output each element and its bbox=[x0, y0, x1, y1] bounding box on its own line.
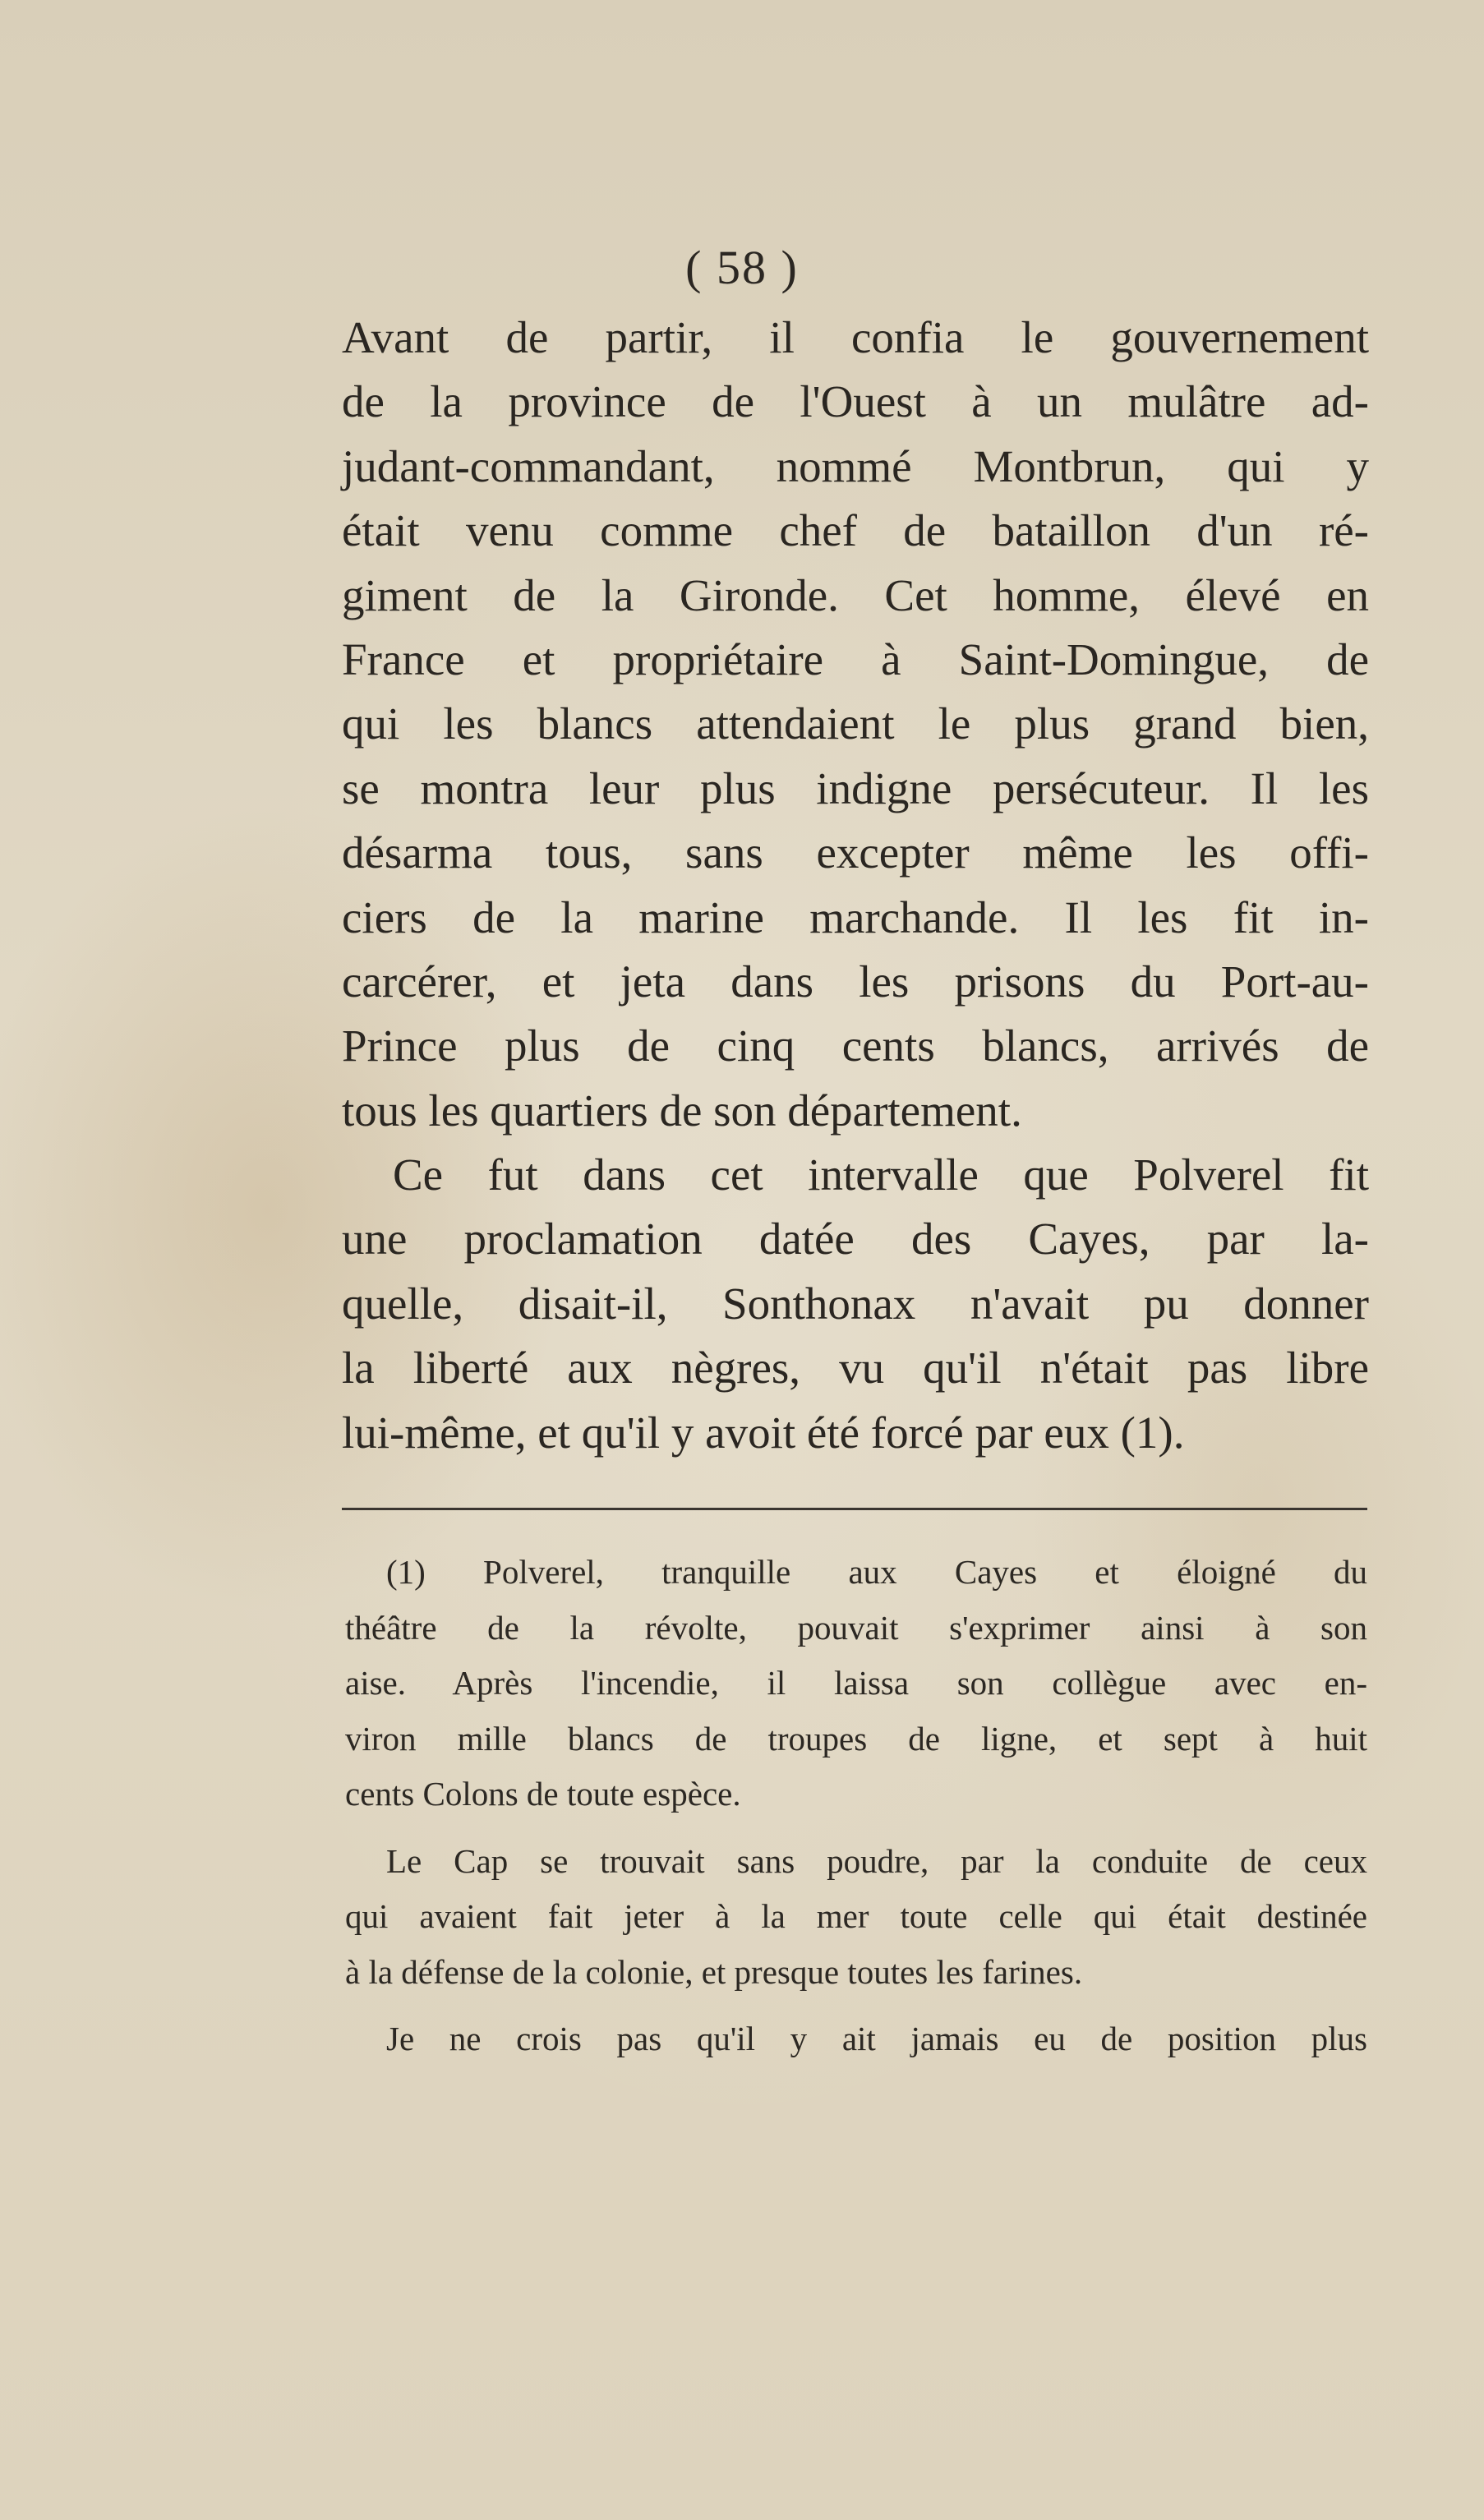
footnote-line: cents Colons de toute espèce. bbox=[345, 1775, 741, 1813]
text-line: Prince plus de cinq cents blancs, arrivés de bbox=[342, 1020, 1369, 1071]
text-line: une proclamation datée des Cayes, par la- bbox=[342, 1214, 1369, 1265]
text-line: de la province de l'Ouest à un mulâtre ad- bbox=[342, 376, 1369, 427]
text-line: qui les blancs attendaient le plus grand bien, bbox=[342, 698, 1369, 749]
page-number: ( 58 ) bbox=[685, 241, 799, 294]
footnote-line: théâtre de la révolte, pouvait s'exprimer ainsi à son bbox=[345, 1608, 1367, 1647]
footnote-separator bbox=[342, 1508, 1367, 1510]
footnote-line: viron mille blancs de troupes de ligne, et sept à huit bbox=[345, 1719, 1367, 1758]
main-text bbox=[342, 306, 1369, 1465]
text-line: Ce fut dans cet intervalle que Polverel fit bbox=[393, 1149, 1369, 1200]
text-line: judant-commandant, nommé Montbrun, qui y bbox=[342, 440, 1369, 491]
footnote-line: Le Cap se trouvait sans poudre, par la conduite de ceux bbox=[386, 1841, 1367, 1880]
text-line: Avant de partir, il confia le gouvernement bbox=[342, 312, 1369, 362]
text-line: tous les quartiers de son département. bbox=[342, 1085, 1022, 1136]
text-line: carcérer, et jeta dans les prisons du Port-au- bbox=[342, 956, 1369, 1007]
footnote-line: Je ne crois pas qu'il y ait jamais eu de position plus bbox=[386, 2020, 1367, 2057]
text-line: France et propriétaire à Saint-Domingue, de bbox=[342, 633, 1369, 684]
text-line: la liberté aux nègres, vu qu'il n'était pas libre bbox=[342, 1343, 1369, 1394]
text-line: était venu comme chef de bataillon d'un ré- bbox=[342, 505, 1369, 556]
text-line: quelle, disait-il, Sonthonax n'avait pu donner bbox=[342, 1278, 1369, 1329]
text-line: désarma tous, sans excepter même les offi- bbox=[342, 827, 1369, 878]
footnotes bbox=[345, 1545, 1367, 2067]
text-line: lui-même, et qu'il y avoit été forcé par eux (1). bbox=[342, 1407, 1185, 1458]
text-line: giment de la Gironde. Cet homme, élevé en bbox=[342, 569, 1369, 620]
footnote-line: à la défense de la colonie, et presque toutes les farines. bbox=[345, 1952, 1083, 1991]
text-line: ciers de la marine marchande. Il les fit in- bbox=[342, 891, 1369, 942]
footnote-line: qui avaient fait jeter à la mer toute celle qui était destinée bbox=[345, 1897, 1367, 1935]
footnote-line: aise. Après l'incendie, il laissa son collègue avec en- bbox=[345, 1664, 1367, 1702]
footnote-line: (1) Polverel, tranquille aux Cayes et éloigné du bbox=[386, 1553, 1367, 1591]
text-line: se montra leur plus indigne persécuteur. Il les bbox=[342, 762, 1369, 813]
